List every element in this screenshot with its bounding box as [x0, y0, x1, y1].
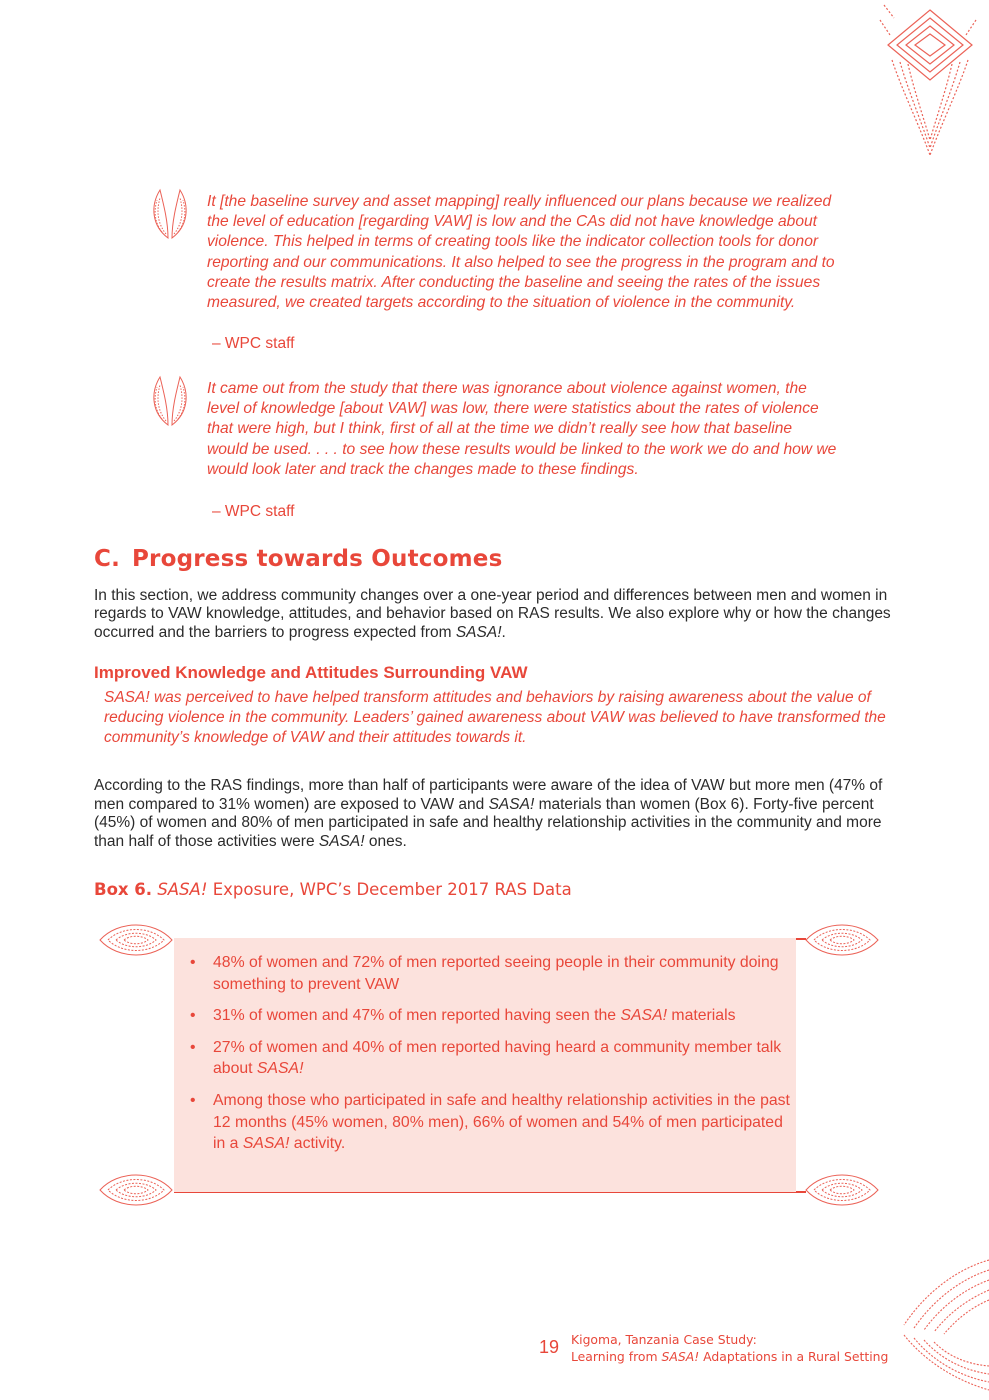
section-intro-paragraph: In this section, we address community changes over a one-year period and differences between men and women in regards to VAW knowledge, attitudes, and behavior based on RAS results. We also explore why or how the changes occurred and the barriers to progress expected from SASA!.	[94, 587, 891, 641]
page-number: 19	[539, 1337, 560, 1357]
box-label: Box 6.	[94, 880, 153, 899]
quote-1-attribution: – WPC staff	[212, 335, 295, 352]
subsection-heading: Improved Knowledge and Attitudes Surrounding VAW	[94, 663, 528, 682]
quote-1-text: It [the baseline survey and asset mapping] really influenced our plans because we realized the level of education [regarding VAW] is low and the CAs did not have knowledge about violence. This helped in terms of creating tools like the indicator collection tools for donor reporting and our communications. It also helped to see the progress in the program and to create the results matrix. After conducting the baseline and seeing the rates of the issues measured, we created targets according to the situation of violence in the community.	[207, 193, 835, 312]
quote-leaf-icon	[146, 188, 194, 240]
box-6-heading: Box 6. SASA! Exposure, WPC’s December 2017 RAS Data	[94, 880, 572, 899]
box-6-list	[174, 938, 796, 1155]
subsection-pull-quote: SASA! was perceived to have helped transform attitudes and behaviors by raising awareness about the value of reducing violence in the community. Leaders’ gained awareness about VAW was believed to have transformed the community’s knowledge of VAW and their attitudes towards it.	[104, 689, 886, 746]
section-letter: C.	[94, 546, 121, 572]
box-corner-motif-top-left	[98, 916, 174, 964]
list-item: • Among those who participated in safe and healthy relationship activities in the past 12 months (45% women, 80% men), 66% of women and 54% of men participated in a SASA! activity.	[190, 1091, 790, 1153]
quote-leaf-icon	[146, 375, 194, 427]
ras-findings-paragraph: According to the RAS findings, more than half of participants were aware of the idea of VAW but more men (47% of men compared to 31% women) are exposed to VAW and SASA! materials than women (Box 6). Forty-five percent (45%) of women and 80% of men participated in safe and healthy relationship activities in the community and more than half of those activities were SASA! ones.	[94, 777, 883, 850]
footer-running-title: Kigoma, Tanzania Case Study: Learning from SASA! Adaptations in a Rural Setting	[571, 1332, 889, 1364]
section-heading	[94, 546, 502, 572]
box-corner-motif-top-right	[804, 916, 880, 964]
box-corner-motif-bottom-left	[98, 1166, 174, 1214]
quote-2-text: It came out from the study that there was ignorance about violence against women, the level of knowledge [about VAW] was low, there were statistics about the rates of violence that were high, but I think, first of all at the time we didn’t really see how that baseline would be used. . . . to see how these results would be linked to the work we do and how we would look later and track the changes made to these findings.	[207, 380, 837, 478]
top-right-diamond-motif	[872, 0, 982, 160]
section-title: Progress towards Outcomes	[132, 546, 503, 572]
list-item: • 48% of women and 72% of men reported seeing people in their community doing something to prevent VAW	[190, 954, 779, 993]
bottom-right-leaf-motif	[894, 1250, 989, 1400]
quote-2-attribution: – WPC staff	[212, 503, 295, 520]
list-item: • 27% of women and 40% of men reported having heard a community member talk about SASA!	[190, 1038, 782, 1078]
box-corner-motif-bottom-right	[804, 1166, 880, 1214]
box-6-panel	[174, 938, 796, 1192]
list-item: • 31% of women and 47% of men reported having seen the SASA! materials	[190, 1007, 736, 1025]
